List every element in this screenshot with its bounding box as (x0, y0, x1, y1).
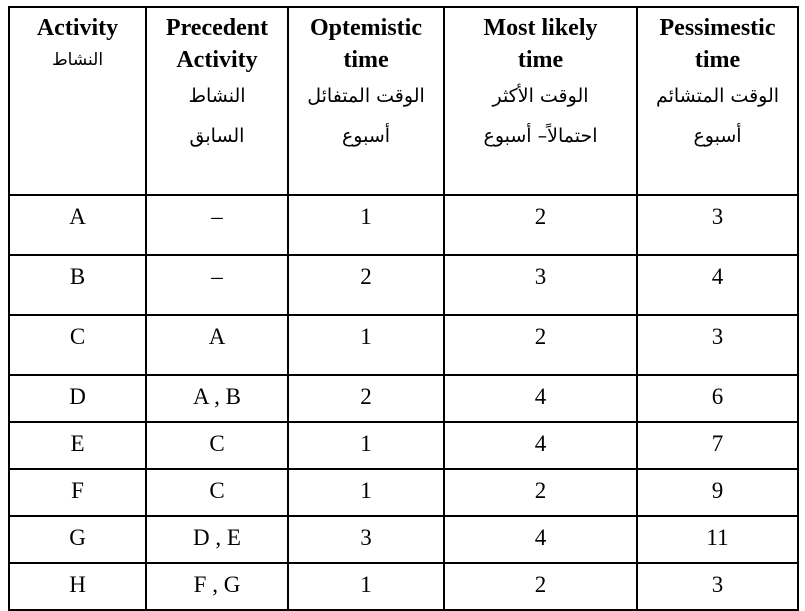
header-precedent (146, 7, 288, 195)
table-row (9, 375, 798, 422)
table-row (9, 563, 798, 610)
header-pessimistic-ar-1: الوقت المتشائم (655, 85, 780, 107)
header-precedent-en-1: Precedent (165, 15, 269, 41)
table-row (9, 195, 798, 255)
cell-pessimistic: 7 (637, 422, 798, 469)
header-optimistic-ar-1: الوقت المتفائل (307, 85, 425, 107)
cell-activity: E (9, 422, 146, 469)
cell-optimistic: 1 (288, 422, 444, 469)
header-activity (9, 7, 146, 195)
cell-activity: C (9, 315, 146, 375)
cell-precedent: C (146, 422, 288, 469)
header-most-likely-ar-2: احتمالاً– أسبوع (483, 125, 598, 147)
cell-activity: G (9, 516, 146, 563)
cell-precedent: A (146, 315, 288, 375)
cell-pessimistic: 3 (637, 195, 798, 255)
cell-pessimistic: 4 (637, 255, 798, 315)
cell-most-likely: 2 (444, 563, 637, 610)
cell-precedent: – (146, 195, 288, 255)
cell-most-likely: 2 (444, 195, 637, 255)
cell-activity: B (9, 255, 146, 315)
cell-most-likely: 2 (444, 469, 637, 516)
cell-most-likely: 2 (444, 315, 637, 375)
cell-precedent: A , B (146, 375, 288, 422)
cell-precedent: D , E (146, 516, 288, 563)
header-activity-ar: النشاط (51, 50, 104, 70)
cell-optimistic: 2 (288, 255, 444, 315)
header-most-likely-en-1: Most likely (483, 15, 598, 41)
cell-activity: H (9, 563, 146, 610)
header-most-likely-ar-1: الوقت الأكثر (492, 85, 589, 107)
activity-time-table (8, 6, 799, 611)
header-optimistic-en-1: Optemistic (310, 15, 422, 41)
cell-optimistic: 2 (288, 375, 444, 422)
header-pessimistic-ar-2: أسبوع (693, 125, 742, 147)
cell-optimistic: 1 (288, 315, 444, 375)
cell-most-likely: 4 (444, 375, 637, 422)
table-row (9, 469, 798, 516)
header-pessimistic-en-2: time (694, 47, 741, 73)
table-row (9, 422, 798, 469)
cell-optimistic: 1 (288, 469, 444, 516)
header-precedent-ar-1: النشاط (188, 85, 246, 107)
cell-optimistic: 1 (288, 195, 444, 255)
cell-most-likely: 3 (444, 255, 637, 315)
header-optimistic (288, 7, 444, 195)
cell-activity: F (9, 469, 146, 516)
header-activity-en: Activity (36, 15, 119, 41)
cell-pessimistic: 3 (637, 563, 798, 610)
header-pessimistic-en-1: Pessimestic (659, 15, 776, 41)
cell-pessimistic: 3 (637, 315, 798, 375)
header-most-likely (444, 7, 637, 195)
cell-activity: A (9, 195, 146, 255)
cell-optimistic: 1 (288, 563, 444, 610)
cell-most-likely: 4 (444, 422, 637, 469)
table-row (9, 516, 798, 563)
cell-precedent: – (146, 255, 288, 315)
header-most-likely-en-2: time (517, 47, 564, 73)
cell-pessimistic: 6 (637, 375, 798, 422)
header-precedent-en-2: Activity (176, 47, 258, 73)
header-pessimistic (637, 7, 798, 195)
table-row (9, 315, 798, 375)
header-optimistic-ar-2: أسبوع (341, 125, 391, 147)
cell-precedent: F , G (146, 563, 288, 610)
cell-most-likely: 4 (444, 516, 637, 563)
header-optimistic-en-2: time (343, 47, 389, 73)
cell-pessimistic: 9 (637, 469, 798, 516)
cell-pessimistic: 11 (637, 516, 798, 563)
header-precedent-ar-2: السابق (189, 125, 245, 147)
cell-optimistic: 3 (288, 516, 444, 563)
cell-precedent: C (146, 469, 288, 516)
table-row (9, 255, 798, 315)
header-row (9, 7, 798, 195)
cell-activity: D (9, 375, 146, 422)
